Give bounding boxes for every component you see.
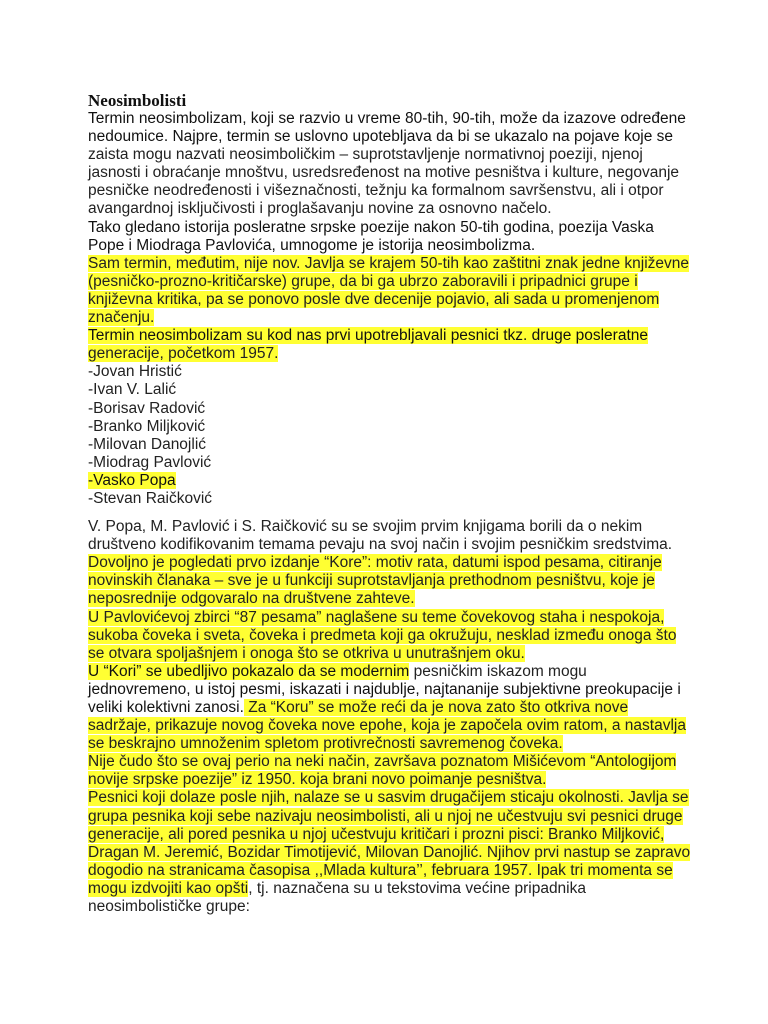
highlighted-text: dogodio na stranicama časopisa ,,Mlada kultura’’, februara 1957. Ipak tri momenta se [88,861,673,879]
highlighted-text: sukoba čoveka i sveta, čoveka i predmeta koji ga okružuju, nesklad između onoga što [88,626,677,644]
list-item: -Ivan V. Lalić [88,381,177,399]
list-item: -Vasko Popa [88,471,176,489]
highlighted-text: Termin neosimbolizam su kod nas prvi upotrebljavali pesnici tkz. druge posleratne [88,327,648,345]
highlighted-text: novinskih članaka – sve je u funkciji suprotstavljanja prethodnom pesništvu, koje je [88,572,655,590]
text-line: pesničke neodređenosti i višeznačnosti, težnju ka formalnom savršenstvu, ali i otpor [88,182,664,200]
modern-paragraph [88,663,688,717]
highlighted-text: (pesničko-prozno-kritičarske) grupe, da bi ga ubrzo zaboravili i pripadnici grupe i [88,272,638,290]
anthology-paragraph [88,717,691,880]
highlighted-text: generacije, ali pored pesnika u njoj učestvuju kritičari i prozni pisci: Branko Miljković, [88,825,665,843]
highlighted-text: U “Kori” se ubedljivo pokazalo da se modernim [88,662,410,680]
text-line: V. Popa, M. Pavlović i S. Raičković su se svojim prvim knjigama borili da o nekim [88,518,643,536]
highlighted-text: U Pavlovićevoj zbirci “87 pesama” naglašene su teme čovekovog staha i nespokoja, [88,608,665,626]
text-line: neosimbolističke grupe: [88,898,250,916]
list-item: -Branko Miljković [88,417,206,435]
highlighted-text: Dragan M. Jeremić, Bozidar Timotijević, Milovan Danojlić. Njihov prvi nastup se zapravo [88,843,691,861]
text-line: zaista mogu nazvati neosimboličkim – suprotstavljenje normativnoj poeziji, njenoj [88,146,643,164]
highlighted-text: Za “Koru” se može reći da je nova zato što otkriva nove [243,699,629,716]
highlighted-text: neposrednije odgovaralo na društvene zahteve. [88,590,415,608]
highlighted-text: generacije, početkom 1957. [88,345,279,363]
text-line: Pope i Miodraga Pavlovića, umnogome je istorija neosimbolizma. [88,236,536,254]
text-run: pesničkim iskazom mogu [409,662,587,680]
text-line: nedoumice. Najpre, termin se uslovno upotebljava da bi se ukazalo na pojave koje se [88,128,674,146]
text-line: jasnosti i obraćanje mnoštvu, usredsređenost na motive pesništva i kulture, negovanje [88,164,680,182]
document-page [88,91,691,916]
list-item: -Jovan Hristić [88,363,182,381]
highlighted-text: mogu izdvojiti kao opšti [88,879,249,897]
highlighted-text: novije srpske poezije” iz 1950. koja brani novo poimanje pesništva. [88,771,547,789]
list-item: -Milovan Danojlić [88,435,207,453]
highlighted-text: se beskrajno umnoženim spletom protivrečnosti savremenog čoveka. [88,735,563,753]
highlighted-text: književna kritika, pa se ponovo posle dve decenije pojavio, ali sada u promenjenom [88,290,660,308]
closing-paragraph [88,880,688,916]
list-item: -Miodrag Pavlović [88,453,212,471]
term-paragraph [88,255,688,364]
highlighted-text: sadržaje, prikazuje novog čoveka nove epohe, koja je započela ovim ratom, a nastavlja [88,717,686,735]
poet-list [88,363,688,508]
highlighted-text: Nije čudo što se ovaj perio na neki način, završava poznatom Mišićevom “Antologijom [88,753,677,771]
text-run: veliki kolektivni zanosi. [88,699,244,716]
intro-paragraph [88,110,688,255]
text-line: avangardnoj isključivosti i proglašavanju novine za osnovno načelo. [88,200,552,218]
popa-paragraph [88,518,688,554]
text-line: društveno kodifikovanim temama pevaju na svoj način i svojim pesničkim sredstvima. [88,536,673,554]
text-line: jednovremeno, u istoj pesmi, iskazati i najdublje, najtananije subjektivne preokupacije i [88,680,681,698]
text-run: , tj. naznačena su u tekstovima većine pripadnika [248,879,586,897]
highlighted-text: Sam termin, međutim, nije nov. Javlja se krajem 50-tih kao zaštitni znak jedne književne [88,254,690,272]
highlighted-text: Dovoljno je pogledati prvo izdanje “Kore”: motiv rata, datumi ispod pesama, citiranje [88,554,662,572]
highlighted-text: se otvara spoljašnjem i onoga što se otkriva u unutrašnjem oku. [88,644,525,662]
text-line: Termin neosimbolizam, koji se razvio u vreme 80-tih, 90-tih, može da izazove određene [88,110,686,127]
text-line: Tako gledano istorija posleratne srpske poezije nakon 50-tih godina, poezija Vaska [88,218,654,236]
list-item: -Borisav Radović [88,399,206,417]
paragraph-gap [88,508,688,518]
highlighted-text: značenju. [88,309,155,327]
document-title: Neosimbolisti [88,91,187,110]
list-item: -Stevan Raičković [88,489,213,507]
highlighted-text: grupa pesnika koji sebe nazivaju neosimbolisti, ali u njoj ne učestvuju svi pesnici druge [88,807,683,825]
highlighted-text: Pesnici koji dolaze posle njih, nalaze se u sasvim drugačijem sticaju okolnosti. Javlja se [88,789,689,807]
kora-paragraph [88,554,688,663]
